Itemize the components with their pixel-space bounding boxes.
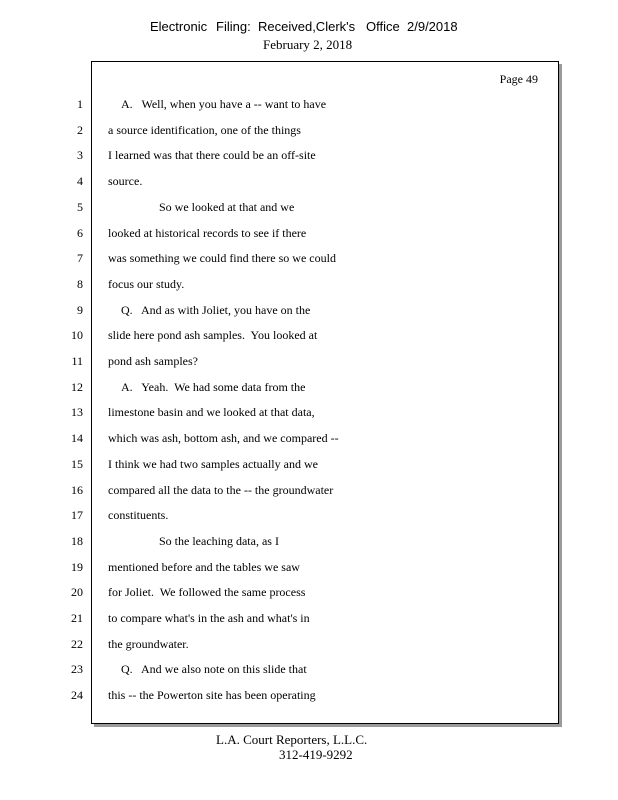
transcript-line-text: a source identification, one of the things <box>108 122 301 137</box>
line-number: 21 <box>71 611 83 625</box>
line-number: 20 <box>71 585 83 600</box>
line-number: 5 <box>77 199 83 214</box>
line-number: 16 <box>71 482 83 497</box>
filing-stamp-word: Office <box>366 19 400 34</box>
transcript-line-text: I think we had two samples actually and we <box>108 456 318 471</box>
line-number: 14 <box>71 431 83 446</box>
line-number: 9 <box>77 302 83 317</box>
transcript-line-text: limestone basin and we looked at that data, <box>108 405 315 420</box>
transcript-line-text: I learned was that there could be an off-site <box>108 148 316 163</box>
line-number: 4 <box>77 174 83 189</box>
transcript-line-text: A. Well, when you have a -- want to have <box>121 97 327 111</box>
line-number: 3 <box>77 148 83 163</box>
transcript-line-text: So the leaching data, as I <box>159 533 279 548</box>
line-number: 6 <box>77 225 83 240</box>
filing-header <box>0 19 618 59</box>
page-number: Page 49 <box>499 72 538 86</box>
transcript-line-text: which was ash, bottom ash, and we compared -- <box>108 431 339 446</box>
line-number: 8 <box>77 276 83 291</box>
line-number: 1 <box>77 97 83 111</box>
reporter-phone: 312-419-9292 <box>279 747 353 762</box>
line-number: 18 <box>71 533 83 548</box>
transcript-line-text: A. Yeah. We had some data from the <box>121 379 306 394</box>
line-number: 7 <box>77 251 83 266</box>
filing-stamp-word: Received,Clerk's <box>258 19 356 34</box>
transcript-line-text: the groundwater. <box>108 636 189 651</box>
transcript-line-text: pond ash samples? <box>108 354 198 368</box>
line-number: 22 <box>71 636 83 651</box>
transcript-line-text: this -- the Powerton site has been operating <box>108 688 316 703</box>
filing-stamp-line <box>0 19 618 37</box>
line-number: 11 <box>71 354 83 368</box>
transcript-line-text: source. <box>108 174 143 189</box>
line-number: 19 <box>71 559 83 574</box>
line-number: 15 <box>71 456 83 471</box>
transcript-date: February 2, 2018 <box>263 37 353 52</box>
line-number: 24 <box>71 688 83 703</box>
transcript-line-text: So we looked at that and we <box>159 199 295 214</box>
transcript-line-text: to compare what's in the ash and what's in <box>108 611 310 625</box>
filing-stamp-date: 2/9/2018 <box>407 19 458 34</box>
line-number: 17 <box>71 508 83 523</box>
line-number: 2 <box>77 122 83 137</box>
transcript-line-text: Q. And we also note on this slide that <box>121 662 307 677</box>
filing-stamp-word: Electronic <box>150 19 208 34</box>
transcript-line-text: slide here pond ash samples. You looked at <box>108 328 318 343</box>
line-number: 23 <box>71 662 83 677</box>
transcript-line-text: was something we could find there so we could <box>108 251 336 266</box>
filing-stamp-word: Filing: <box>216 19 251 34</box>
transcript-line-text: compared all the data to the -- the groundwater <box>108 482 334 497</box>
transcript-line-text: mentioned before and the tables we saw <box>108 559 300 574</box>
transcript-line-text: looked at historical records to see if there <box>108 225 307 240</box>
reporter-company: L.A. Court Reporters, L.L.C. <box>216 732 368 747</box>
transcript-line-text: for Joliet. We followed the same process <box>108 585 306 600</box>
line-number: 13 <box>71 405 83 420</box>
transcript-page <box>71 61 559 724</box>
line-number: 12 <box>71 379 83 394</box>
transcript-line-text: constituents. <box>108 508 169 523</box>
transcript-line-text: focus our study. <box>108 276 185 291</box>
transcript-line-text: Q. And as with Joliet, you have on the <box>121 302 311 317</box>
line-number: 10 <box>71 328 83 343</box>
